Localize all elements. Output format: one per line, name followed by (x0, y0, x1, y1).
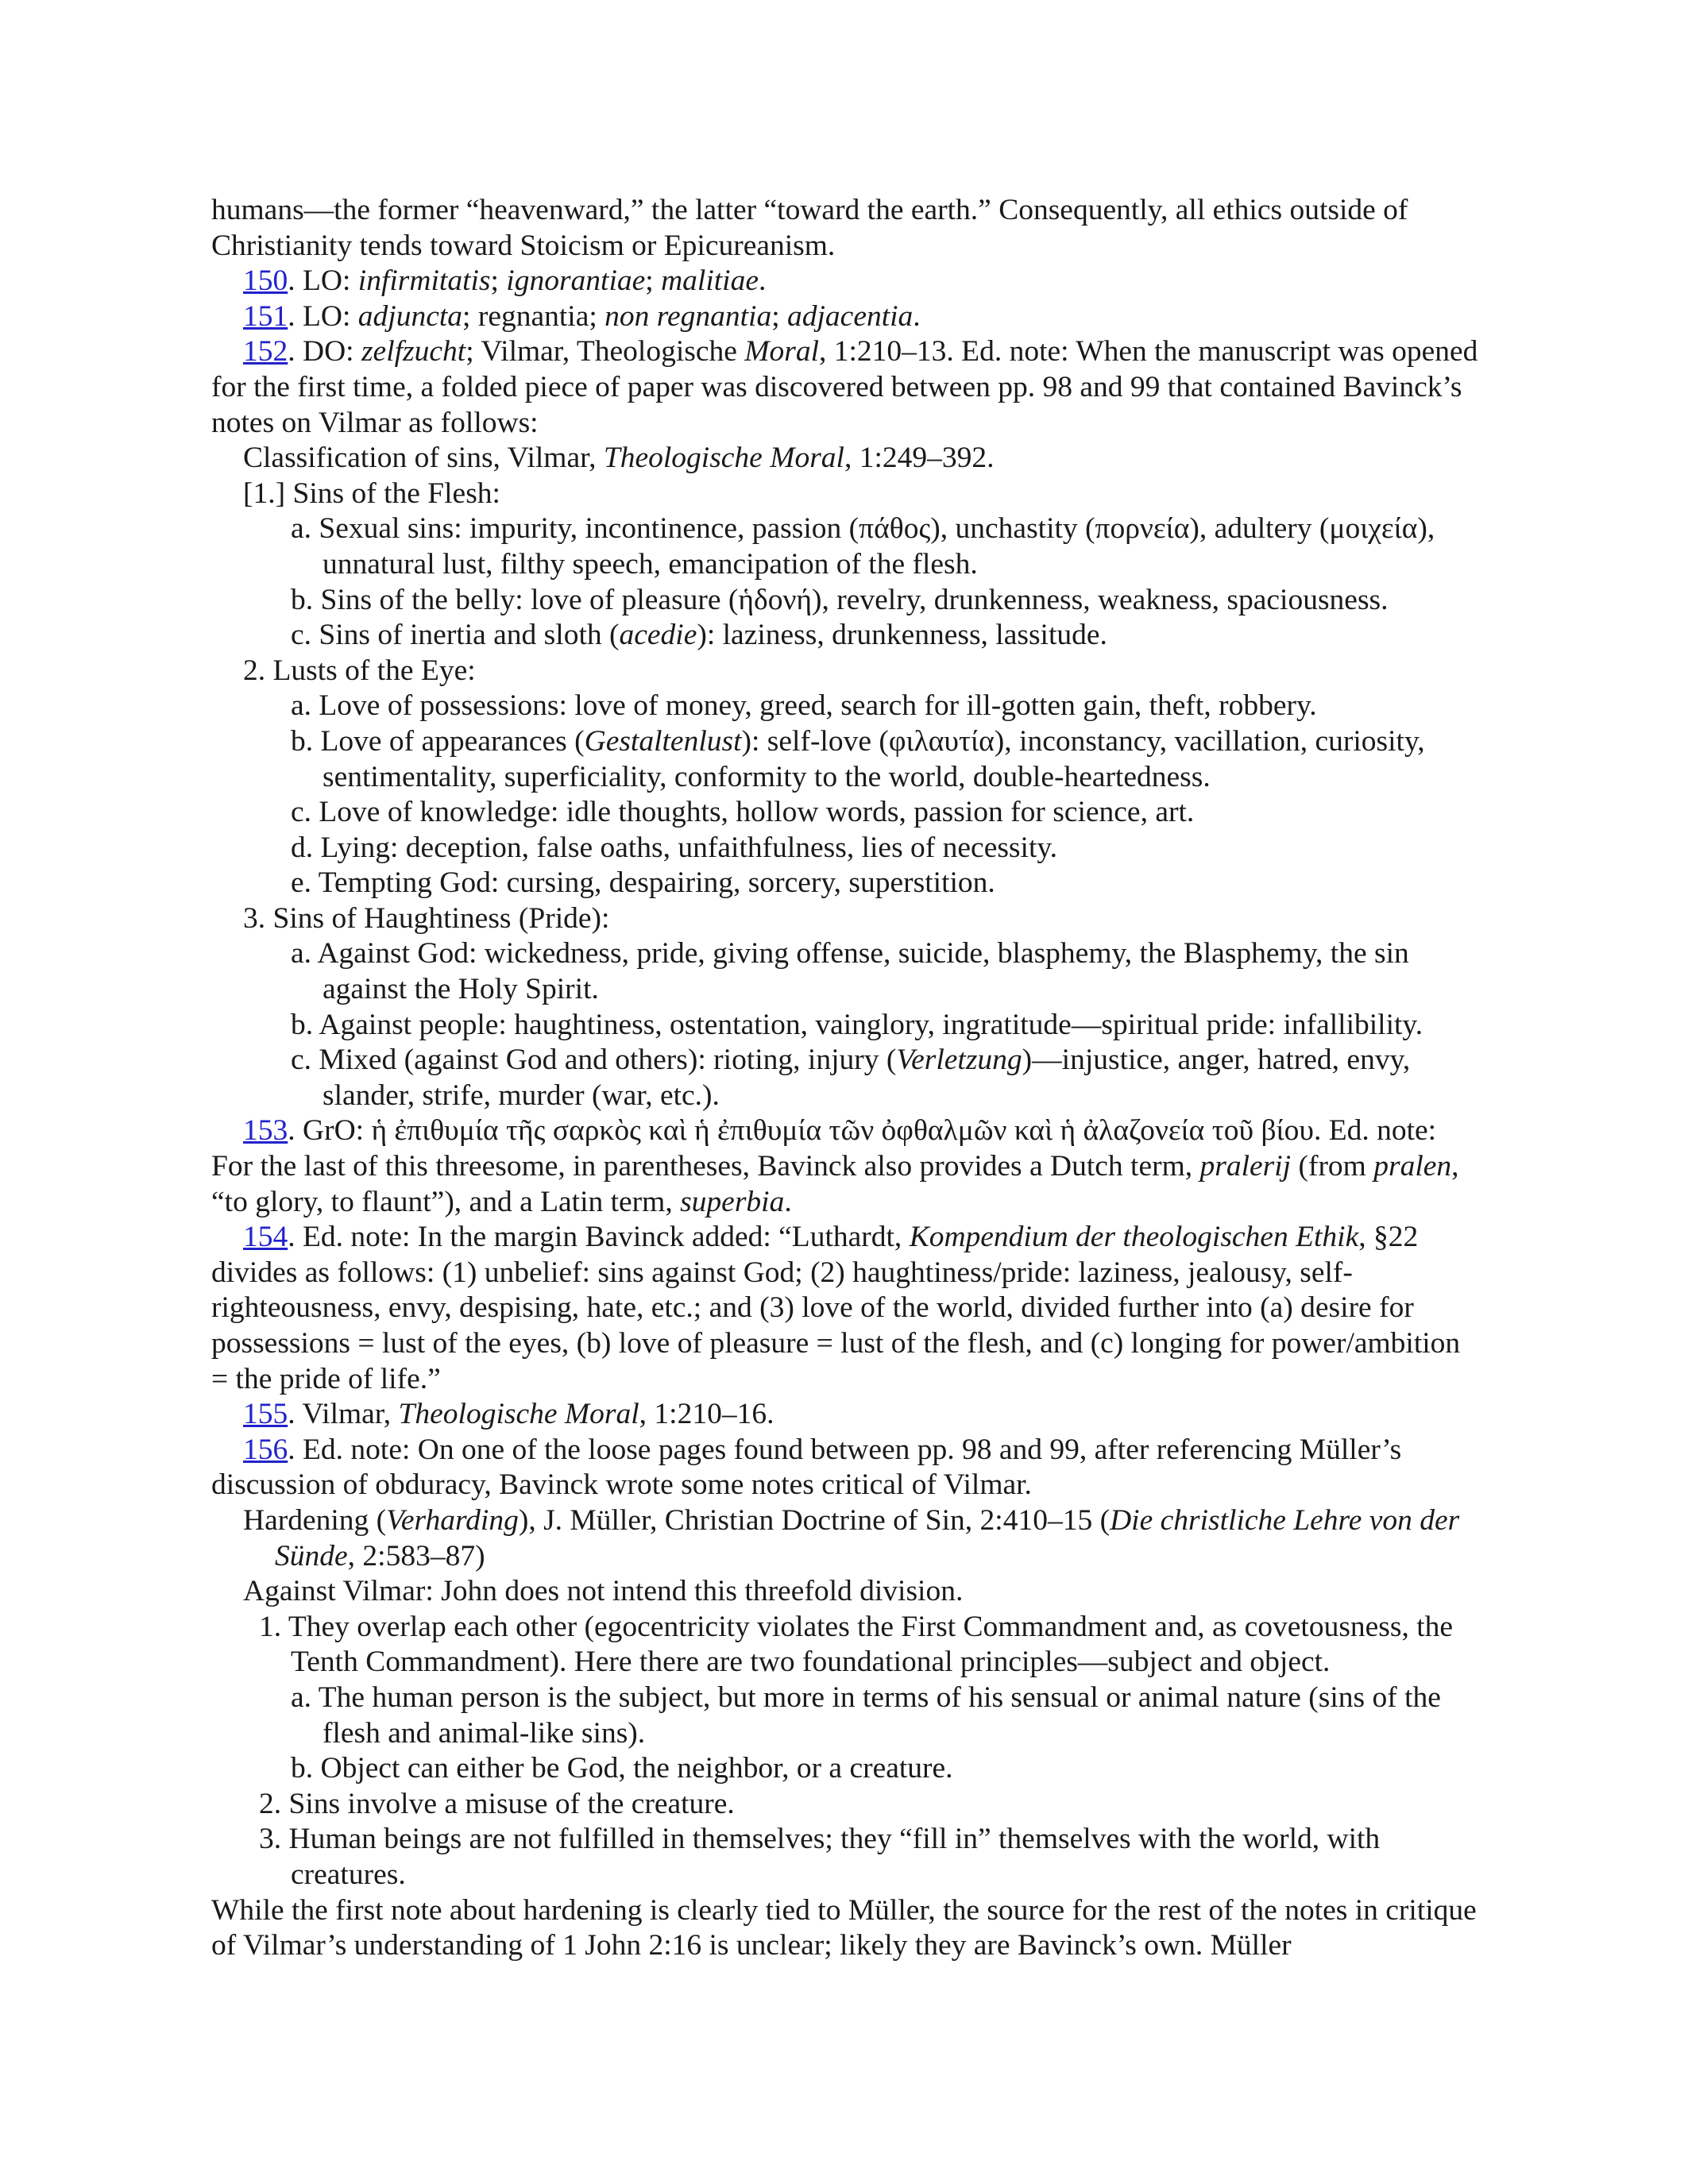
note-153: 153. GrO: ἡ ἐπιθυμία τῆς σαρκὸς καὶ ἡ ἐπιθυμία τῶν ὀφθαλμῶν καὶ ἡ ἀλαζονεία τοῦ βίου. Ed. note: For the last of this threesome, in parentheses, Bavinck also provides a Dutch term, pralerij (from pralen, “to glory, to flaunt”), and a Latin term, superbia. (211, 1114, 1459, 1218)
list-item-2a: a. Love of possessions: love of money, greed, search for ill-gotten gain, theft, robbery. (291, 689, 1317, 723)
classification-heading: Classification of sins, Vilmar, Theologische Moral, 1:249–392. (243, 442, 995, 475)
critique-item-2: 2. Sins involve a misuse of the creature. (259, 1787, 735, 1820)
note-150: 150. LO: infirmitatis; ignorantiae; malitiae. (243, 264, 767, 298)
list-item-2c: c. Love of knowledge: idle thoughts, hollow words, passion for science, art. (291, 796, 1195, 829)
footnote-link-152[interactable]: 152 (243, 335, 288, 369)
footnote-link-154[interactable]: 154 (243, 1221, 288, 1254)
note-155: 155. Vilmar, Theologische Moral, 1:210–16. (243, 1398, 774, 1431)
list-item-1a: a. Sexual sins: impurity, incontinence, passion (πάθος), unchastity (πορνεία), adultery (μοιχεία), unnatural lust, filthy speech, emancipation of the flesh. (291, 512, 1435, 581)
note-151: 151. LO: adjuncta; regnantia; non regnantia; adjacentia. (243, 299, 921, 333)
closing-paragraph: While the first note about hardening is clearly tied to Müller, the source for the rest of the notes in critique of Vilmar’s understanding of 1 John 2:16 is unclear; likely they are Bavinck’s own. Müller (211, 1893, 1477, 1962)
critique-item-1a: a. The human person is the subject, but more in terms of his sensual or animal nature (sins of the flesh and animal-like sins). (291, 1680, 1441, 1750)
list-item-2d: d. Lying: deception, false oaths, unfaithfulness, lies of necessity. (291, 831, 1058, 864)
note-154: 154. Ed. note: In the margin Bavinck added: “Luthardt, Kompendium der theologischen Ethik, §22 divides as follows: (1) unbelief: sins against God; (2) haughtiness/pride: laziness, jealousy, self-righteousness, envy, despising, hate, etc.; and (3) love of the world, divided further into (a) desire for possessions = lust of the eyes, (b) love of pleasure = lust of the flesh, and (c) longing for power/ambition = the pride of life.” (211, 1221, 1461, 1395)
list-item-3a: a. Against God: wickedness, pride, giving offense, suicide, blasphemy, the Blasphemy, the sin against the Holy Spirit. (291, 937, 1409, 1006)
list-item-3c: c. Mixed (against God and others): rioting, injury (Verletzung)—injustice, anger, hatred, envy, slander, strife, murder (war, etc.). (291, 1044, 1411, 1112)
document-page (211, 193, 1482, 1964)
critique-item-1b: b. Object can either be God, the neighbor, or a creature. (291, 1752, 953, 1785)
note-152: 152. DO: zelfzucht; Vilmar, Theologische Moral, 1:210–13. Ed. note: When the manuscript was opened for the first time, a folded piece of paper was discovered between pp. 98 and 99 that contained Bavinck’s notes on Vilmar as follows: (211, 335, 1478, 439)
footnote-link-151[interactable]: 151 (243, 299, 288, 333)
list-item-2b: b. Love of appearances (Gestaltenlust): self-love (φιλαυτία), inconstancy, vacillation, curiosity, sentimentality, superficiality, conformity to the world, double-heartedness. (291, 724, 1425, 793)
footnote-link-153[interactable]: 153 (243, 1114, 288, 1148)
list-item-1b: b. Sins of the belly: love of pleasure (ἡδονή), revelry, drunkenness, weakness, spaciousness. (291, 583, 1389, 616)
footnote-link-150[interactable]: 150 (243, 264, 288, 298)
list-item-3b: b. Against people: haughtiness, ostentation, vainglory, ingratitude—spiritual pride: infallibility. (291, 1008, 1423, 1041)
critique-item-3: 3. Human beings are not fulfilled in themselves; they “fill in” themselves with the world, with creatures. (259, 1823, 1381, 1891)
list-heading-pride: 3. Sins of Haughtiness (Pride): (243, 901, 610, 935)
continuation-paragraph: humans—the former “heavenward,” the latter “toward the earth.” Consequently, all ethics outside of Christianity tends toward Stoicism or Epicureanism. (211, 194, 1408, 262)
hardening-line: Hardening (Verharding), J. Müller, Christian Doctrine of Sin, 2:410–15 (Die christliche Lehre von der Sünde, 2:583–87) (243, 1503, 1460, 1572)
list-heading-flesh: [1.] Sins of the Flesh: (243, 477, 500, 510)
critique-item-1: 1. They overlap each other (egocentricity violates the First Commandment and, as covetousness, the Tenth Commandment). Here there are two foundational principles—subject and object. (259, 1610, 1454, 1679)
footnote-link-156[interactable]: 156 (243, 1433, 288, 1466)
against-vilmar-line: Against Vilmar: John does not intend this threefold division. (243, 1575, 964, 1608)
footnote-link-155[interactable]: 155 (243, 1398, 288, 1431)
list-item-1c: c. Sins of inertia and sloth (acedie): laziness, drunkenness, lassitude. (291, 619, 1107, 652)
list-item-2e: e. Tempting God: cursing, despairing, sorcery, superstition. (291, 866, 995, 900)
list-heading-eye: 2. Lusts of the Eye: (243, 654, 476, 687)
note-156: 156. Ed. note: On one of the loose pages found between pp. 98 and 99, after referencing Müller’s discussion of obduracy, Bavinck wrote some notes critical of Vilmar. (211, 1433, 1402, 1502)
